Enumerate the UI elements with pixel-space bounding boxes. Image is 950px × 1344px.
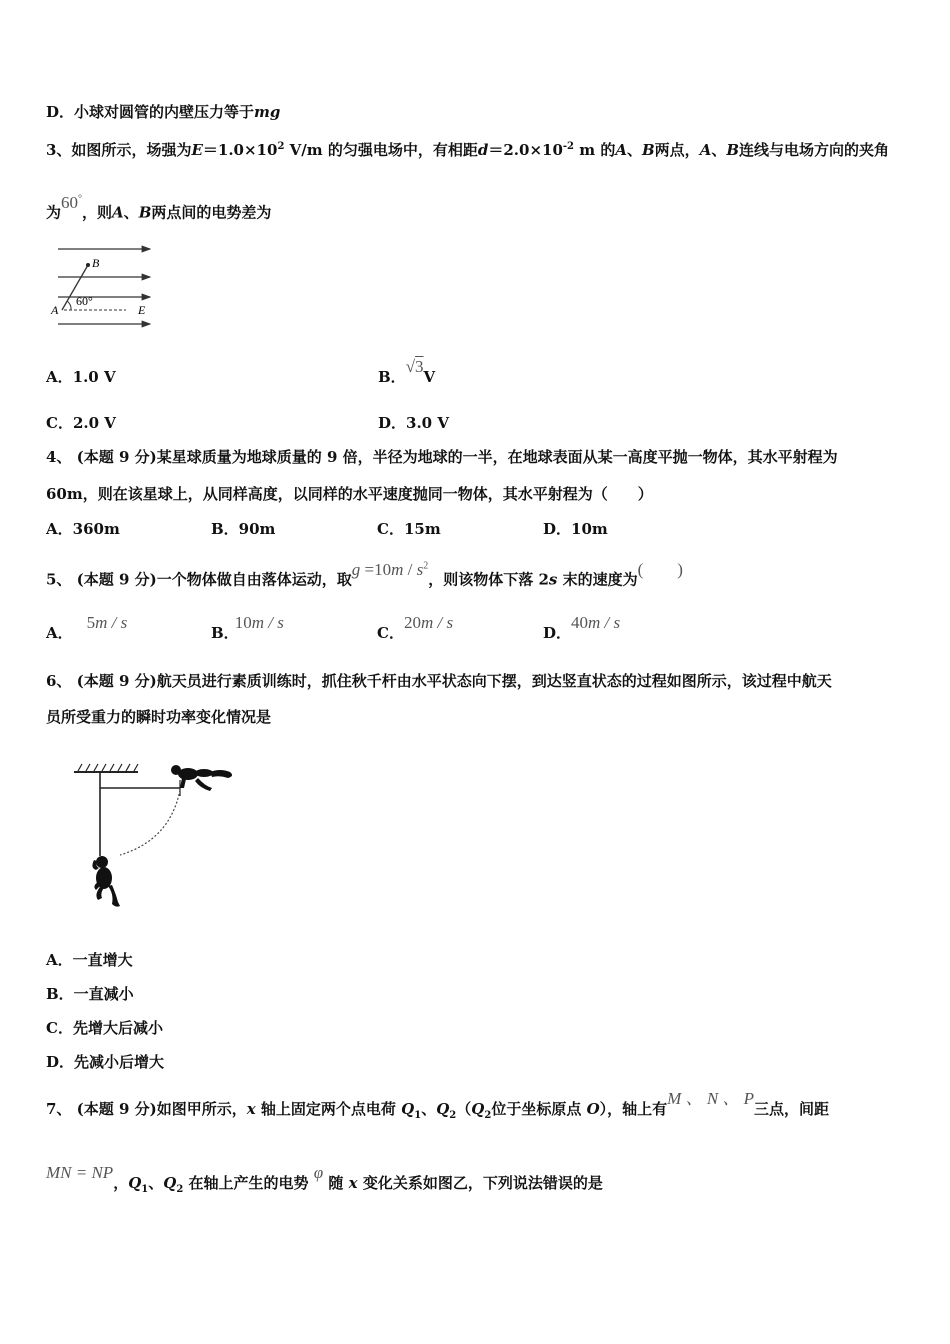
q7-stem-line1 [46,1089,830,1126]
q7-text: 、 [421,1100,437,1118]
q6-option-b[interactable]: B．一直减小 [46,985,134,1003]
q3-var-b: B [641,141,655,159]
q3-text: ＝2.0×10 [488,141,563,159]
q3-text: V/m 的匀强电场中，有相距 [284,141,478,159]
q7-text: ， [113,1174,129,1192]
q7-var-q: Q [128,1174,142,1192]
q3-stem-line1 [46,137,889,160]
q7-text: 变化关系如图乙，下列说法错误的是 [357,1174,603,1192]
q7-text: 位于坐标原点 [491,1100,587,1118]
q7-points-mnp: M 、 N 、 P [667,1089,755,1108]
q6-stem-line1: 6、 (本题 9 分)航天员进行素质训练时，抓住秋千杆由水平状态向下摆，到达竖直状态的过程如图所示，该过程中航天 [46,672,832,690]
q3-exponent: -2 [562,141,574,152]
q3-text: 连线与电场方向的夹角 [739,141,890,159]
q7-subscript: 1 [414,1110,422,1121]
q3-var-a: A [615,141,627,159]
q5-option-c[interactable]: C．20m / s [377,613,454,642]
q5-text: 末的速度为 [557,570,638,589]
q3-option-a[interactable]: A．1.0 V [46,368,116,386]
q7-var-x: x [348,1174,358,1192]
q3-field-figure [46,240,166,332]
q2-option-d-var: mg [254,103,281,121]
q7-text: 随 [323,1174,349,1192]
q3-text: m 的 [574,141,616,159]
q7-phi: φ [313,1163,324,1182]
label-e: E [138,303,146,317]
q7-subscript: 2 [176,1184,184,1195]
q5-var-s: s [548,570,558,589]
q3-option-b[interactable]: B．√3V [378,357,436,386]
q4-option-b[interactable]: B．90m [211,520,276,538]
q6-stem-line2: 员所受重力的瞬时功率变化情况是 [46,708,272,726]
q7-subscript: 2 [484,1110,492,1121]
q7-text: 在轴上产生的电势 [183,1174,314,1192]
q7-var-q: Q [471,1100,485,1118]
q3-option-c[interactable]: C．2.0 V [46,414,116,432]
q7-text: （ [456,1100,472,1118]
q5-option-b[interactable]: B．10m / s [211,613,284,642]
label-b: B [92,256,100,270]
q3-stem-line2 [46,192,272,223]
q5-answer-paren: ( ) [637,559,683,579]
q3-text: 、 [711,141,727,159]
q3-text: 3、如图所示，场强为 [46,141,192,159]
q5-option-d[interactable]: D．40m / s [543,613,621,642]
point-b [86,263,90,267]
q3-exponent: 2 [277,141,285,152]
angle-arc [67,301,71,310]
q7-var-o: O [586,1100,600,1118]
q6-option-c[interactable]: C．先增大后减小 [46,1019,163,1037]
q7-var-q: Q [436,1100,450,1118]
sqrt3: √3 [405,357,424,376]
q5-text: ，则该物体下落 2 [428,570,549,589]
q7-text: 三点，间距 [754,1100,830,1118]
q7-text: 7、 (本题 9 分)如图甲所示， [46,1100,247,1118]
q7-text: 、 [148,1174,164,1192]
q4-stem-line2: 60m，则在该星球上，从同样高度，以同样的水平速度抛同一物体，其水平射程为（ ） [46,485,653,503]
ceiling-hatch [78,764,138,771]
q4-option-d[interactable]: D．10m [543,520,608,538]
q7-var-q: Q [401,1100,415,1118]
q4-option-c[interactable]: C．15m [377,520,441,538]
q3-var-e: E [191,141,203,159]
label-angle: 60° [76,294,93,308]
q3-text: 、 [123,203,139,222]
q3-text: 两点， [654,141,700,159]
q3-text: 为 [46,203,62,222]
swing-path [120,790,180,855]
q7-stem-line2 [46,1163,603,1200]
q3-var-b: B [726,141,740,159]
q7-mn-eq-np: MN = NP [46,1163,114,1182]
q3-text: 两点间的电势差为 [151,203,272,222]
q7-text: ），轴上有 [599,1100,668,1118]
q6-swing-figure [70,760,245,915]
q5-option-a[interactable]: A．5m / s [46,613,128,642]
q7-text: 轴上固定两个点电荷 [255,1100,402,1118]
q6-option-a[interactable]: A．一直增大 [46,951,133,969]
astronaut-vertical [92,856,120,907]
q6-option-d[interactable]: D．先减小后增大 [46,1053,165,1071]
q3-angle: 60° [61,192,83,212]
q5-text: 5、 (本题 9 分)一个物体做自由落体运动，取 [46,570,352,589]
q3-var-b: B [138,203,152,222]
q4-stem-line1: 4、 (本题 9 分)某星球质量为地球质量的 9 倍，半径为地球的一半，在地球表面从某一高度平抛一物体，其水平射程为 [46,448,838,466]
q3-var-d: d [477,141,489,159]
q7-var-q: Q [163,1174,177,1192]
q2-option-d[interactable] [46,102,280,122]
q7-subscript: 1 [141,1184,149,1195]
q5-stem [46,559,683,590]
label-a: A [51,303,59,317]
q3-var-a: A [699,141,712,159]
q2-option-d-text: D．小球对圆管的内壁压力等于 [46,103,255,121]
q3-option-d[interactable]: D．3.0 V [378,414,449,432]
q3-text: ，则 [82,203,113,222]
q7-subscript: 2 [449,1110,457,1121]
q5-gravity-formula: $g =10m / s^2$ [351,559,429,579]
q4-option-a[interactable]: A．360m [46,520,120,538]
q3-text: 、 [626,141,642,159]
q3-text: ＝1.0×10 [202,141,278,159]
q7-var-x: x [246,1100,256,1118]
q3-var-a: A [112,203,124,222]
